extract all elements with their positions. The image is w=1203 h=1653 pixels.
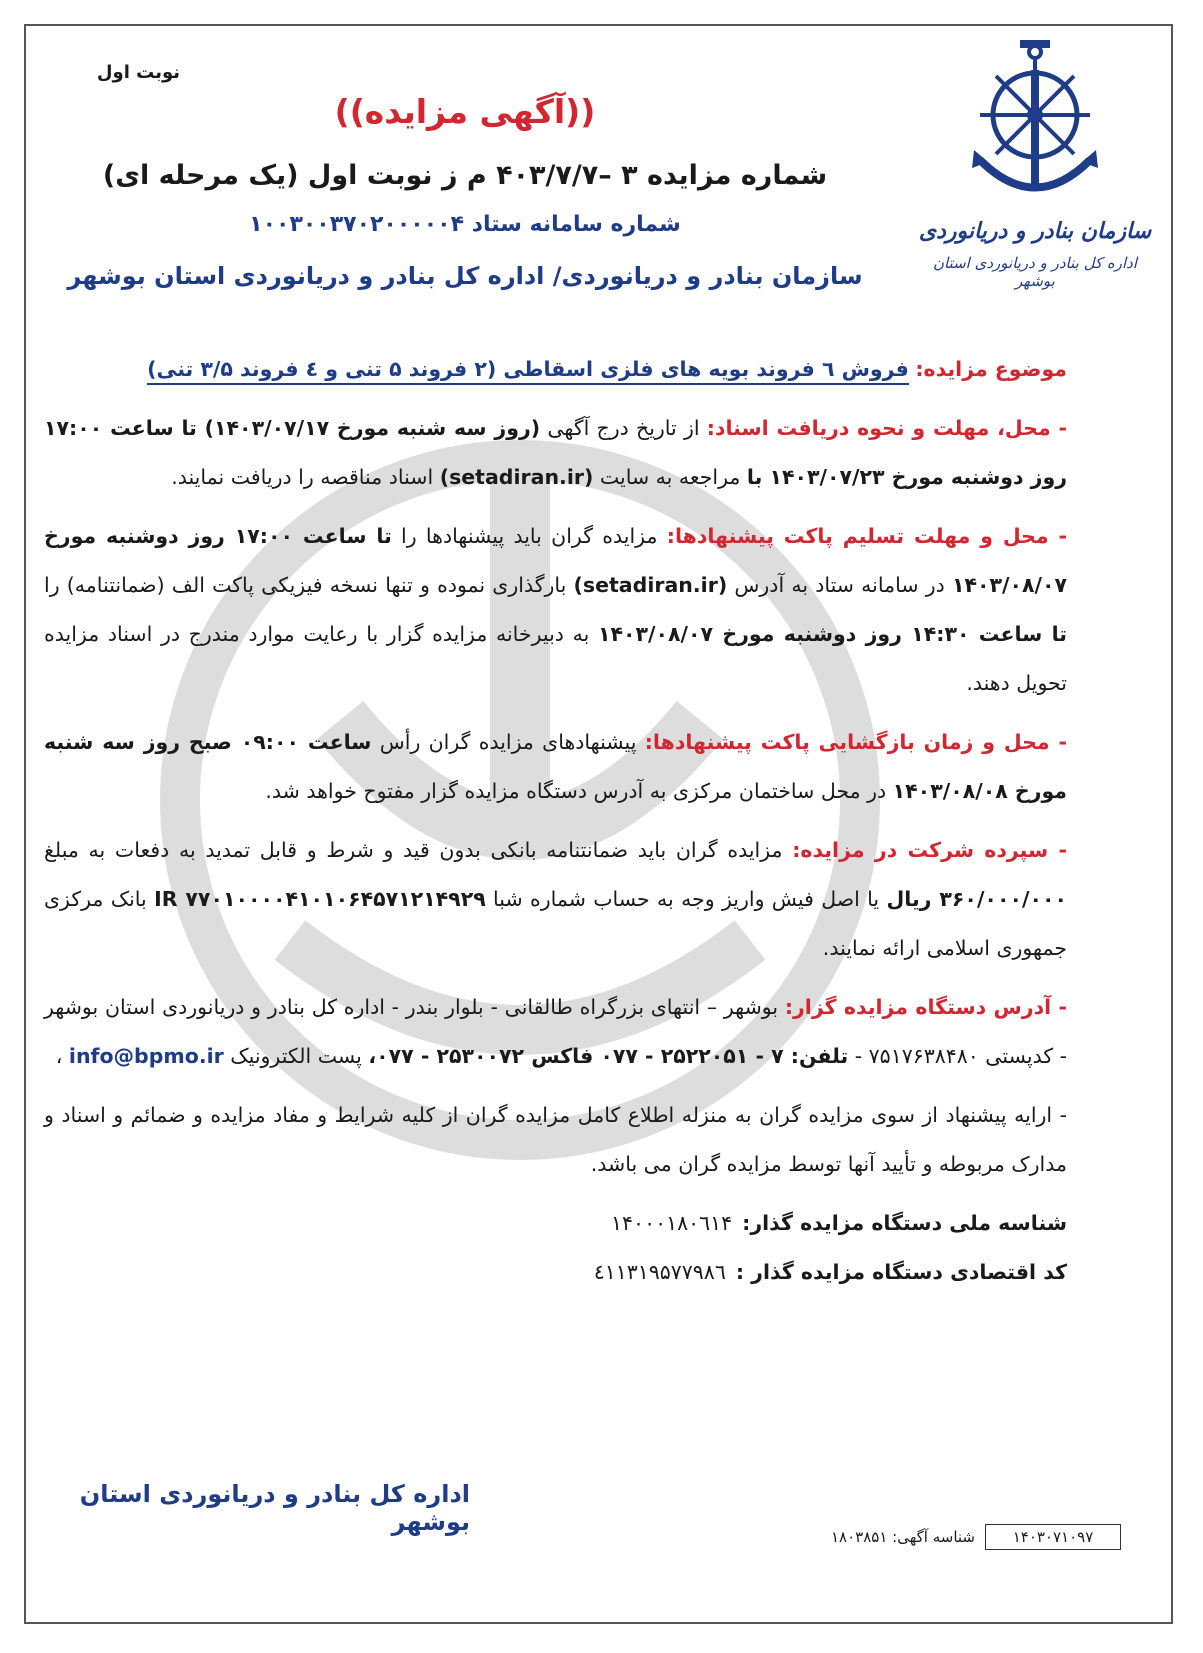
deposit-text-2: یا اصل فیش واریز وجه به حساب شماره شبا [485,887,887,911]
notice-body [44,345,1067,1297]
organization-logo [915,30,1155,290]
deposit-label: - سپرده شرکت در مزایده: [792,838,1067,862]
logo-name: سازمان بنادر و دریانوردی [918,218,1152,244]
ad-code-box: ۱۴۰۳۰۷۱۰۹۷ [985,1524,1121,1550]
ad-id-label: شناسه آگهی: ۱۸۰۳۸۵۱ [831,1528,975,1546]
opening-text-1: پیشنهادهای مزایده گران رأس [371,730,645,754]
documents-text-1: از تاریخ درج آگهی [540,416,707,440]
notice-paragraph: - ارایه پیشنهاد از سوی مزایده گران به منزله اطلاع کامل مزایده گران از کلیه شرایط و مفاد مزایده و ضمائم و اسناد و مدارک مربوطه و تأیید آنها توسط مزایده گران می باشد. [44,1103,1067,1176]
opening-text-2: در محل ساختمان مرکزی به آدرس دستگاه مزایده گزار مفتوح خواهد شد. [265,779,893,803]
opening-label: - محل و زمان بازگشایی پاکت پیشنهادها: [644,730,1068,754]
auction-number: شماره مزایده ۳ –۴۰۳/۷/۷ م ز نوبت اول (یک مرحله ای) [102,160,828,191]
submission-paragraph [44,512,1067,708]
address-paragraph [44,983,1067,1081]
submission-bold-3: تا ساعت ۱۴:۳۰ روز دوشنبه مورخ ۱۴۰۳/۰۸/۰۷ [597,622,1068,646]
opening-bold-1: ساعت ۰۹:۰۰ صبح روز سه شنبه مورخ ۱۴۰۳/۰۸/۰۸ [44,730,1067,803]
email-link[interactable]: info@bpmo.ir [68,1044,224,1068]
deposit-text-3: بانک مرکزی جمهوری اسلامی ارائه نمایند. [44,887,1067,960]
address-text-2: پست الکترونیک [223,1044,369,1068]
economic-code-label: کد اقتصادی دستگاه مزایده گذار : [735,1260,1067,1284]
economic-code-value: ٤۱۱۳۱۹۵۷۷۹۸٦ [593,1260,726,1284]
address-phone: تلفن: ۷ - ۲۵۲۲۰۵۱ - ۰۷۷ فاکس ۲۵۳۰۰۷۲ - ۰۷۷، [368,1044,849,1068]
submission-text-1: مزایده گران باید پیشنهادها را [391,524,667,548]
national-id-line [44,1199,1067,1248]
documents-site: (setadiran.ir) [439,465,594,489]
round-label: نوبت اول [96,62,180,83]
national-id-label: شناسه ملی دستگاه مزایده گذار: [742,1211,1067,1235]
submission-site: (setadiran.ir) [573,573,728,597]
submission-bold-1: تا ساعت ۱۷:۰۰ روز دوشنبه مورخ ۱۴۰۳/۰۸/۰۷ [44,524,1068,597]
submission-label: - محل و مهلت تسلیم پاکت پیشنهادها: [666,524,1068,548]
submission-text-2: در سامانه ستاد به آدرس [727,573,952,597]
documents-text-2: مراجعه به سایت [593,465,747,489]
deposit-amount: ۳۶۰/۰۰۰/۰۰۰ ریال [886,887,1067,911]
deposit-iban: IR ۷۷۰۱۰۰۰۰۴۱۰۱۰۶۴۵۷۱۲۱۴۹۲۹ [154,887,486,911]
documents-label: - محل، مهلت و نحوه دریافت اسناد: [706,416,1067,440]
address-text-3: ، [55,1044,69,1068]
subject-paragraph [44,345,1067,394]
logo-subtitle: اداره کل بنادر و دریانوردی استان بوشهر [932,254,1137,290]
opening-paragraph [44,718,1067,816]
notice-title: ((آگهی مزایده)) [334,92,596,131]
organization-title: سازمان بنادر و دریانوردی/ اداره کل بنادر و دریانوردی استان بوشهر [67,262,863,290]
documents-paragraph [44,404,1067,502]
national-id-value: ۱۴۰۰۰۱۸۰٦۱۴ [611,1211,733,1235]
footer-organization: اداره کل بنادر و دریانوردی استان بوشهر [79,1480,470,1536]
deposit-text-1: مزایده گران باید ضمانتنامه بانکی بدون قید و شرط و قابل تمدید به دفعات به مبلغ [44,838,793,862]
documents-bold-1: (روز سه شنبه مورخ ۱۴۰۳/۰۷/۱۷) تا ساعت ۱۷:۰۰ روز دوشنبه مورخ ۱۴۰۳/۰۷/۲۳ با [44,416,1067,489]
subject-label: موضوع مزایده: [915,357,1067,381]
address-label: - آدرس دستگاه مزایده گزار: [784,995,1067,1019]
anchor-wheel-icon [960,30,1110,210]
submission-text-3: بارگذاری نموده و تنها نسخه فیزیکی پاکت الف (ضمانتنامه) را [44,573,574,597]
submission-text-4: به دبیرخانه مزایده گزار با رعایت موارد مندرج در اسناد مزایده تحویل دهند. [44,622,1067,695]
subject-text: فروش ٦ فروند بویه های فلزی اسقاطی (۲ فروند ۵ تنی و ٤ فروند ۳/۵ تنی) [147,357,909,385]
setad-number: شماره سامانه ستاد ۱۰۰۳۰۰۳۷۰۲۰۰۰۰۰۴ [249,212,681,237]
documents-text-3: اسناد مناقصه را دریافت نمایند. [171,465,440,489]
address-text-1: بوشهر – انتهای بزرگراه طالقانی - بلوار بندر - اداره کل بنادر و دریانوردی استان بوشهر - کدپستی ۷۵۱۷۶۳۸۴۸۰ - [44,995,1067,1068]
economic-code-line [44,1248,1067,1297]
deposit-paragraph [44,826,1067,973]
